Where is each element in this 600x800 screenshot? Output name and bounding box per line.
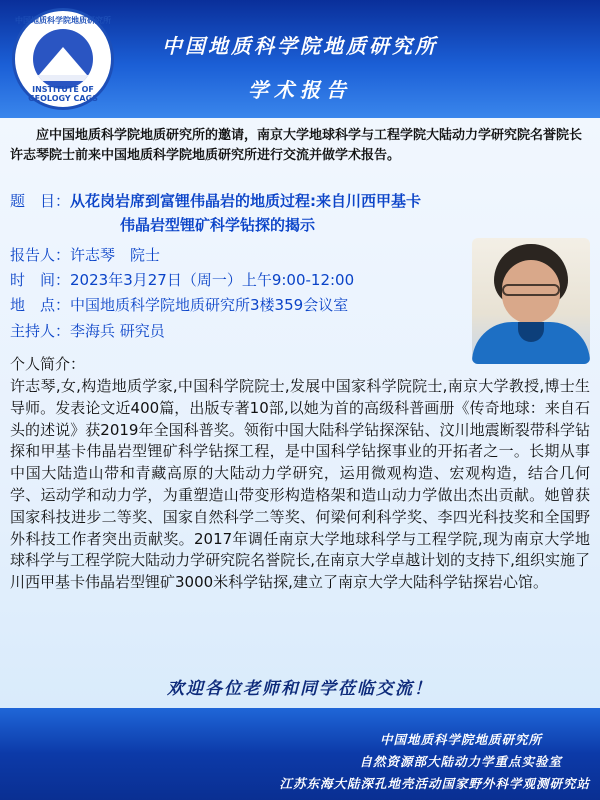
reporter-label: 报告人： [10, 246, 71, 264]
time-value: 2023年3月27日（周一）上午9:00-12:00 [70, 271, 355, 289]
bio-heading: 个人简介： [10, 355, 86, 373]
topic-row [10, 191, 530, 211]
place-row [10, 295, 348, 315]
main-content [0, 118, 600, 708]
bio-text: 许志琴,女,构造地质学家,中国科学院院士,发展中国家科学院院士,南京大学教授,博士生导师。发表论文近400篇，出版专著10部,以她为首的高级科普画册《传奇地球：来自石头的述说》获2019年全国科普奖。领衔中国大陆科学钻探深钻、汶川地震断裂带科学钻探和甲基卡伟晶岩型锂矿科学钻探工程，是中国科学钻探事业的开拓者之一。长期从事中国大陆造山带和青藏高原的大陆动力学研究，运用微观构造、宏观构造，结合几何学、运动学和动力学，为重塑造山带变形构造格架和造山动力学做出杰出贡献。她曾获国家科技进步二等奖、国家自然科学二等奖、何梁何利科学奖、李四光科技奖和全国野外科技工作者突出贡献奖。2017年调任南京大学地球科学与工程学院,现为南京大学地球科学与工程学院大陆动力学研究院名誉院长,在南京大学卓越计划的支持下,组织实施了川西甲基卡伟晶岩型锂矿3000米科学钻探,建立了南京大学大陆科学钻探岩心馆。 [10, 377, 590, 592]
footer-line-2: 自然资源部大陆动力学重点实验室 [359, 754, 562, 769]
header-banner [0, 0, 600, 118]
footer-line-3: 江苏东海大陆深孔地壳活动国家野外科学观测研究站 [279, 776, 590, 791]
reporter-value: 许志琴 院士 [70, 246, 161, 264]
host-value: 李海兵 研究员 [70, 322, 165, 340]
topic-line-2: 伟晶岩型锂矿科学钻探的揭示 [120, 216, 316, 234]
place-value: 中国地质科学院地质研究所3楼359会议室 [70, 296, 349, 314]
invitation-paragraph: 应中国地质科学院地质研究所的邀请，南京大学地球科学与工程学院大陆动力学研究院名誉院长许志琴院士前来中国地质科学院地质研究所进行交流并做学术报告。 [10, 128, 583, 163]
welcome-message: 欢迎各位老师和同学莅临交流！ [167, 679, 433, 699]
host-label: 主持人： [10, 322, 71, 340]
speaker-photo [472, 238, 590, 364]
host-row [10, 321, 165, 341]
logo-ring-top-text: 中国地质科学院地质研究所 [15, 16, 111, 25]
time-row [10, 270, 354, 290]
place-label: 地 点： [10, 296, 71, 314]
footer-line-1: 中国地质科学院地质研究所 [379, 732, 542, 747]
header-subtitle: 学术报告 [248, 78, 352, 102]
header-title: 中国地质科学院地质研究所 [162, 34, 438, 58]
logo-ring-bottom-text: INSTITUTE OF GEOLOGY CAGS [28, 85, 98, 103]
footer-banner [0, 708, 600, 800]
topic-label: 题 目： [10, 192, 71, 210]
reporter-row [10, 245, 160, 265]
time-label: 时 间： [10, 271, 71, 289]
topic-line-1: 从花岗岩席到富锂伟晶岩的地质过程:来自川西甲基卡 [70, 192, 422, 210]
